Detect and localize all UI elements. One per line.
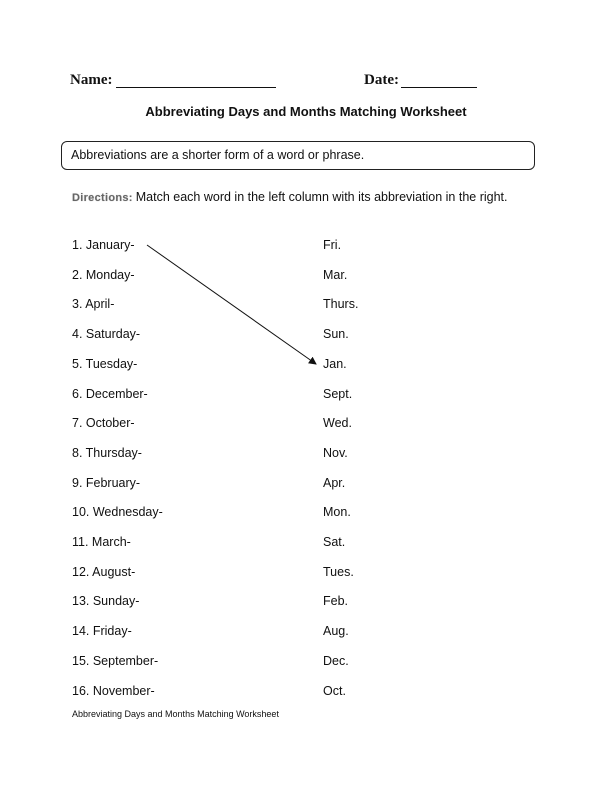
word-item: 10. Wednesday- [72,505,163,520]
name-field[interactable] [116,87,276,88]
word-item: 6. December- [72,386,148,401]
abbreviation-item: Mon. [323,505,351,520]
date-label: Date: [364,72,399,88]
directions [72,187,522,208]
word-item: 16. November- [72,683,155,698]
definition-box: Abbreviations are a shorter form of a word or phrase. [61,141,535,170]
word-item: 7. October- [72,416,135,431]
abbreviation-item: Tues. [323,564,354,579]
abbreviation-item: Mar. [323,267,348,282]
abbreviation-item: Sun. [323,327,349,342]
word-item: 4. Saturday- [72,327,141,342]
word-item: 1. January- [72,238,135,252]
word-item: 11. March- [72,535,131,549]
name-date-row [0,72,612,92]
word-item: 2. Monday- [72,267,135,282]
abbreviation-item: Feb. [323,594,349,609]
word-item: 9. February- [72,475,141,490]
abbreviation-item: Sat. [323,535,346,549]
abbreviation-item: Aug. [323,624,349,639]
word-item: 15. September- [72,653,159,668]
word-item: 14. Friday- [72,624,132,639]
abbreviation-item: Wed. [323,416,352,431]
directions-label: Directions: [72,192,133,204]
abbreviation-item: Dec. [323,653,349,668]
abbreviation-item: Thurs. [323,297,359,312]
word-item: 5. Tuesday- [72,356,138,371]
worksheet-title: Abbreviating Days and Months Matching Worksheet [145,104,467,119]
abbreviation-item: Sept. [323,386,353,401]
abbreviation-item: Jan. [323,356,347,371]
abbreviation-item: Fri. [323,238,342,252]
word-item: 8. Thursday- [72,445,142,460]
name-label: Name: [70,72,113,88]
abbreviation-item: Oct. [323,683,346,698]
date-field[interactable] [401,87,477,88]
abbreviation-item: Apr. [323,475,346,490]
footer-text: Abbreviating Days and Months Matching Worksheet [72,709,279,719]
word-item: 12. August- [72,564,136,579]
abbreviation-item: Nov. [323,445,348,460]
word-item: 3. April- [72,297,115,312]
directions-text: Match each word in the left column with its abbreviation in the right. [135,190,508,204]
word-item: 13. Sunday- [72,594,140,609]
